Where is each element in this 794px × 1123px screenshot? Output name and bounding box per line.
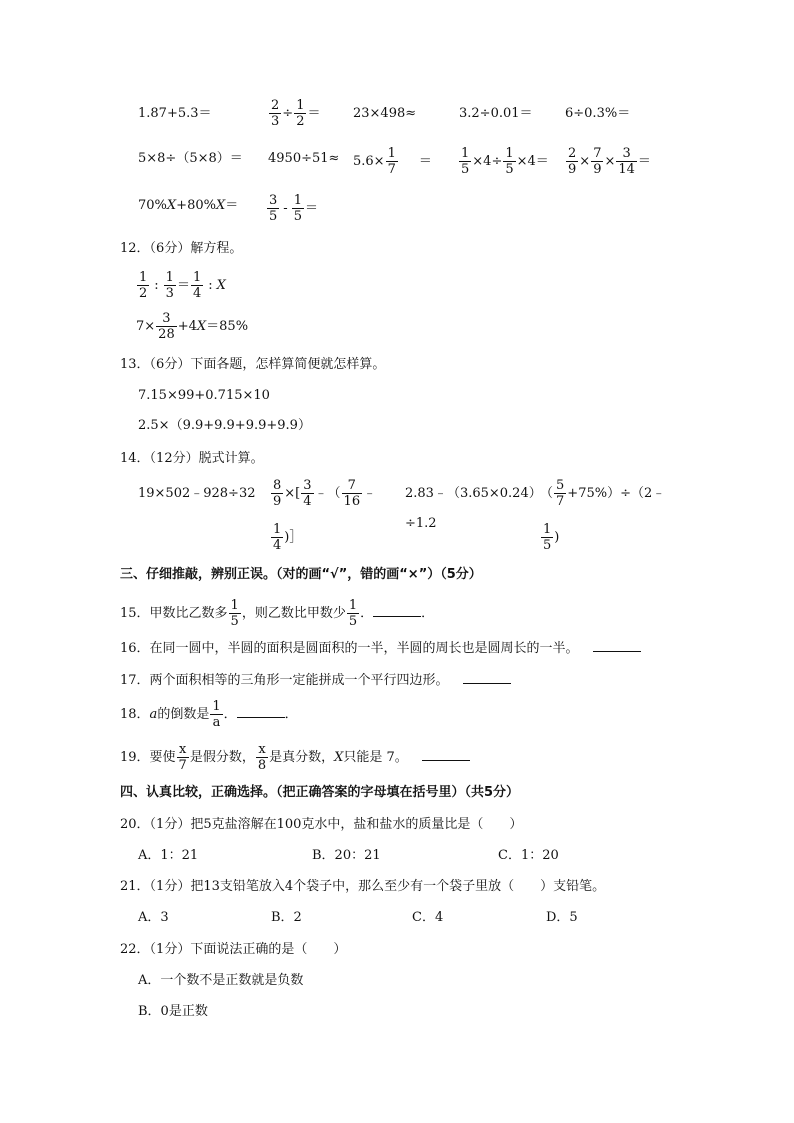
fraction: $\frac{1}{a}$ bbox=[212, 699, 221, 730]
q20-title: 20．（1分）把5克盐溶解在100克水中，盐和盐水的质量比是（ ） bbox=[120, 817, 523, 832]
q13-item-1: 7.15×99+0.715×10 bbox=[138, 388, 270, 403]
q17: 17．两个面积相等的三角形一定能拼成一个平行四边形。 bbox=[120, 673, 511, 689]
q12-title: 12．（6分）解方程。 bbox=[120, 241, 243, 256]
fraction: $\frac{3}{28}$ bbox=[158, 311, 175, 342]
q14-expr-3-cont: ÷1.2 bbox=[405, 516, 437, 531]
answer-blank[interactable] bbox=[237, 717, 285, 718]
q12-equation-2: 7× $\frac{3}{28}$ +4X＝85% bbox=[136, 311, 249, 342]
q22-option-a[interactable]: A．一个数不是正数就是负数 bbox=[138, 973, 304, 988]
calc-2-5: $\frac{2}{9}$ × $\frac{7}{9}$ × $\frac{3}{14}$ ＝ bbox=[568, 146, 651, 177]
fraction: $\frac{7}{16}$ bbox=[343, 478, 361, 509]
fraction: $\frac{1}{5}$ bbox=[543, 522, 552, 553]
fraction: $\frac{1}{5}$ bbox=[348, 598, 358, 629]
fraction: $\frac{1}{4}$ bbox=[192, 270, 202, 301]
calc-1-1: 1.87+5.3＝ bbox=[138, 106, 212, 121]
fraction: $\frac{1}{5}$ bbox=[230, 598, 239, 629]
fraction: $\frac{1}{3}$ bbox=[165, 270, 174, 301]
q18: 18．a的倒数是 $\frac{1}{a}$ ． ． bbox=[120, 699, 298, 730]
fraction: $\frac{1}{7}$ bbox=[387, 146, 396, 177]
calc-1-4: 3.2÷0.01＝ bbox=[459, 106, 533, 121]
q13-title: 13．（6分）下面各题，怎样算简便就怎样算。 bbox=[120, 357, 386, 372]
q16: 16．在同一圆中，半圆的面积是圆面积的一半，半圆的周长也是圆周长的一半。 bbox=[120, 641, 641, 657]
calc-1-3: 23×498≈ bbox=[353, 106, 417, 121]
calc-2-1: 5×8÷（5×8）＝ bbox=[138, 151, 243, 166]
q20-option-b[interactable]: B．20：21 bbox=[312, 848, 381, 863]
answer-blank[interactable] bbox=[373, 616, 421, 617]
calc-3-2: $\frac{3}{5}$ - $\frac{1}{5}$ ＝ bbox=[269, 193, 318, 224]
calc-1-2: $\frac{2}{3}$ ÷ $\frac{1}{2}$ ＝ bbox=[271, 98, 321, 129]
q13-item-2: 2.5×（9.9+9.9+9.9+9.9） bbox=[138, 418, 311, 433]
q21-title: 21．（1分）把13支铅笔放入4个袋子中，那么至少有一个袋子里放（ ）支铅笔。 bbox=[120, 879, 606, 894]
fraction: $\frac{2}{9}$ bbox=[568, 146, 577, 177]
answer-blank[interactable] bbox=[593, 651, 641, 652]
fraction: $\frac{x}{7}$ bbox=[178, 742, 187, 773]
calc-3-1: 70%X+80%X＝ bbox=[138, 198, 239, 213]
section-3-heading: 三、仔细推敲，辨别正误。（对的画“√”，错的画“×”）（5分） bbox=[120, 567, 482, 582]
fraction: $\frac{1}{5}$ bbox=[461, 146, 470, 177]
q14-expr-4-cont: $\frac{1}{5}$ ) bbox=[543, 522, 560, 553]
q14-title: 14．（12分）脱式计算。 bbox=[120, 451, 264, 466]
q21-option-d[interactable]: D．5 bbox=[546, 910, 578, 925]
fraction: $\frac{1}{5}$ bbox=[293, 193, 302, 224]
fraction: $\frac{1}{5}$ bbox=[505, 146, 514, 177]
q22-title: 22．（1分）下面说法正确的是（ ） bbox=[120, 942, 347, 957]
q14-expr-3: 2.83﹣（3.65×0.24） bbox=[405, 486, 542, 501]
fraction: $\frac{7}{9}$ bbox=[593, 146, 602, 177]
q14-expr-2-cont: $\frac{1}{4}$ )］ bbox=[273, 522, 303, 553]
fraction: $\frac{3}{4}$ bbox=[303, 478, 312, 509]
calc-2-3: 5.6× $\frac{1}{7}$ ＝ bbox=[353, 146, 432, 177]
calc-2-2: 4950÷51≈ bbox=[268, 151, 340, 166]
q19: 19．要使 $\frac{x}{7}$ 是假分数， $\frac{x}{8}$ 是真分数，X只能是 7。 bbox=[120, 742, 470, 773]
q14-expr-1: 19×502﹣928÷32 bbox=[138, 486, 256, 501]
answer-blank[interactable] bbox=[422, 760, 470, 761]
fraction: $\frac{1}{2}$ bbox=[296, 98, 305, 129]
q20-option-c[interactable]: C．1：20 bbox=[498, 848, 559, 863]
calc-1-5: 6÷0.3%＝ bbox=[565, 106, 631, 121]
q21-option-b[interactable]: B．2 bbox=[271, 910, 302, 925]
fraction: $\frac{1}{4}$ bbox=[273, 522, 282, 553]
fraction: $\frac{3}{5}$ bbox=[269, 193, 278, 224]
q15: 15．甲数比乙数多 $\frac{1}{5}$ ，则乙数比甲数少 $\frac{1}{5}$ ． ． bbox=[120, 598, 435, 629]
answer-blank[interactable] bbox=[463, 683, 511, 684]
fraction: $\frac{3}{14}$ bbox=[618, 146, 635, 177]
calc-2-4: $\frac{1}{5}$ ×4÷ $\frac{1}{5}$ ×4＝ bbox=[461, 146, 549, 177]
q21-option-a[interactable]: A．3 bbox=[138, 910, 169, 925]
fraction: $\frac{1}{2}$ bbox=[139, 270, 148, 301]
fraction: $\frac{8}{9}$ bbox=[273, 478, 282, 509]
fraction: $\frac{5}{7}$ bbox=[556, 478, 565, 509]
section-4-heading: 四、认真比较，正确选择。（把正确答案的字母填在括号里）（共5分） bbox=[120, 785, 520, 800]
q14-expr-4: （ $\frac{5}{7}$ +75%）÷（2﹣ bbox=[540, 478, 666, 509]
q20-option-a[interactable]: A．1：21 bbox=[138, 848, 199, 863]
q14-expr-2: $\frac{8}{9}$ ×[ $\frac{3}{4}$ ﹣（ $\frac{7}{16}$ ﹣ bbox=[273, 478, 377, 509]
fraction: $\frac{2}{3}$ bbox=[271, 98, 280, 129]
fraction: $\frac{x}{8}$ bbox=[257, 742, 267, 773]
q22-option-b[interactable]: B．0是正数 bbox=[138, 1004, 208, 1019]
q21-option-c[interactable]: C．4 bbox=[412, 910, 444, 925]
q12-equation-1: $\frac{1}{2}$ : $\frac{1}{3}$ ＝ $\frac{1}{4}$ : X bbox=[139, 270, 226, 301]
